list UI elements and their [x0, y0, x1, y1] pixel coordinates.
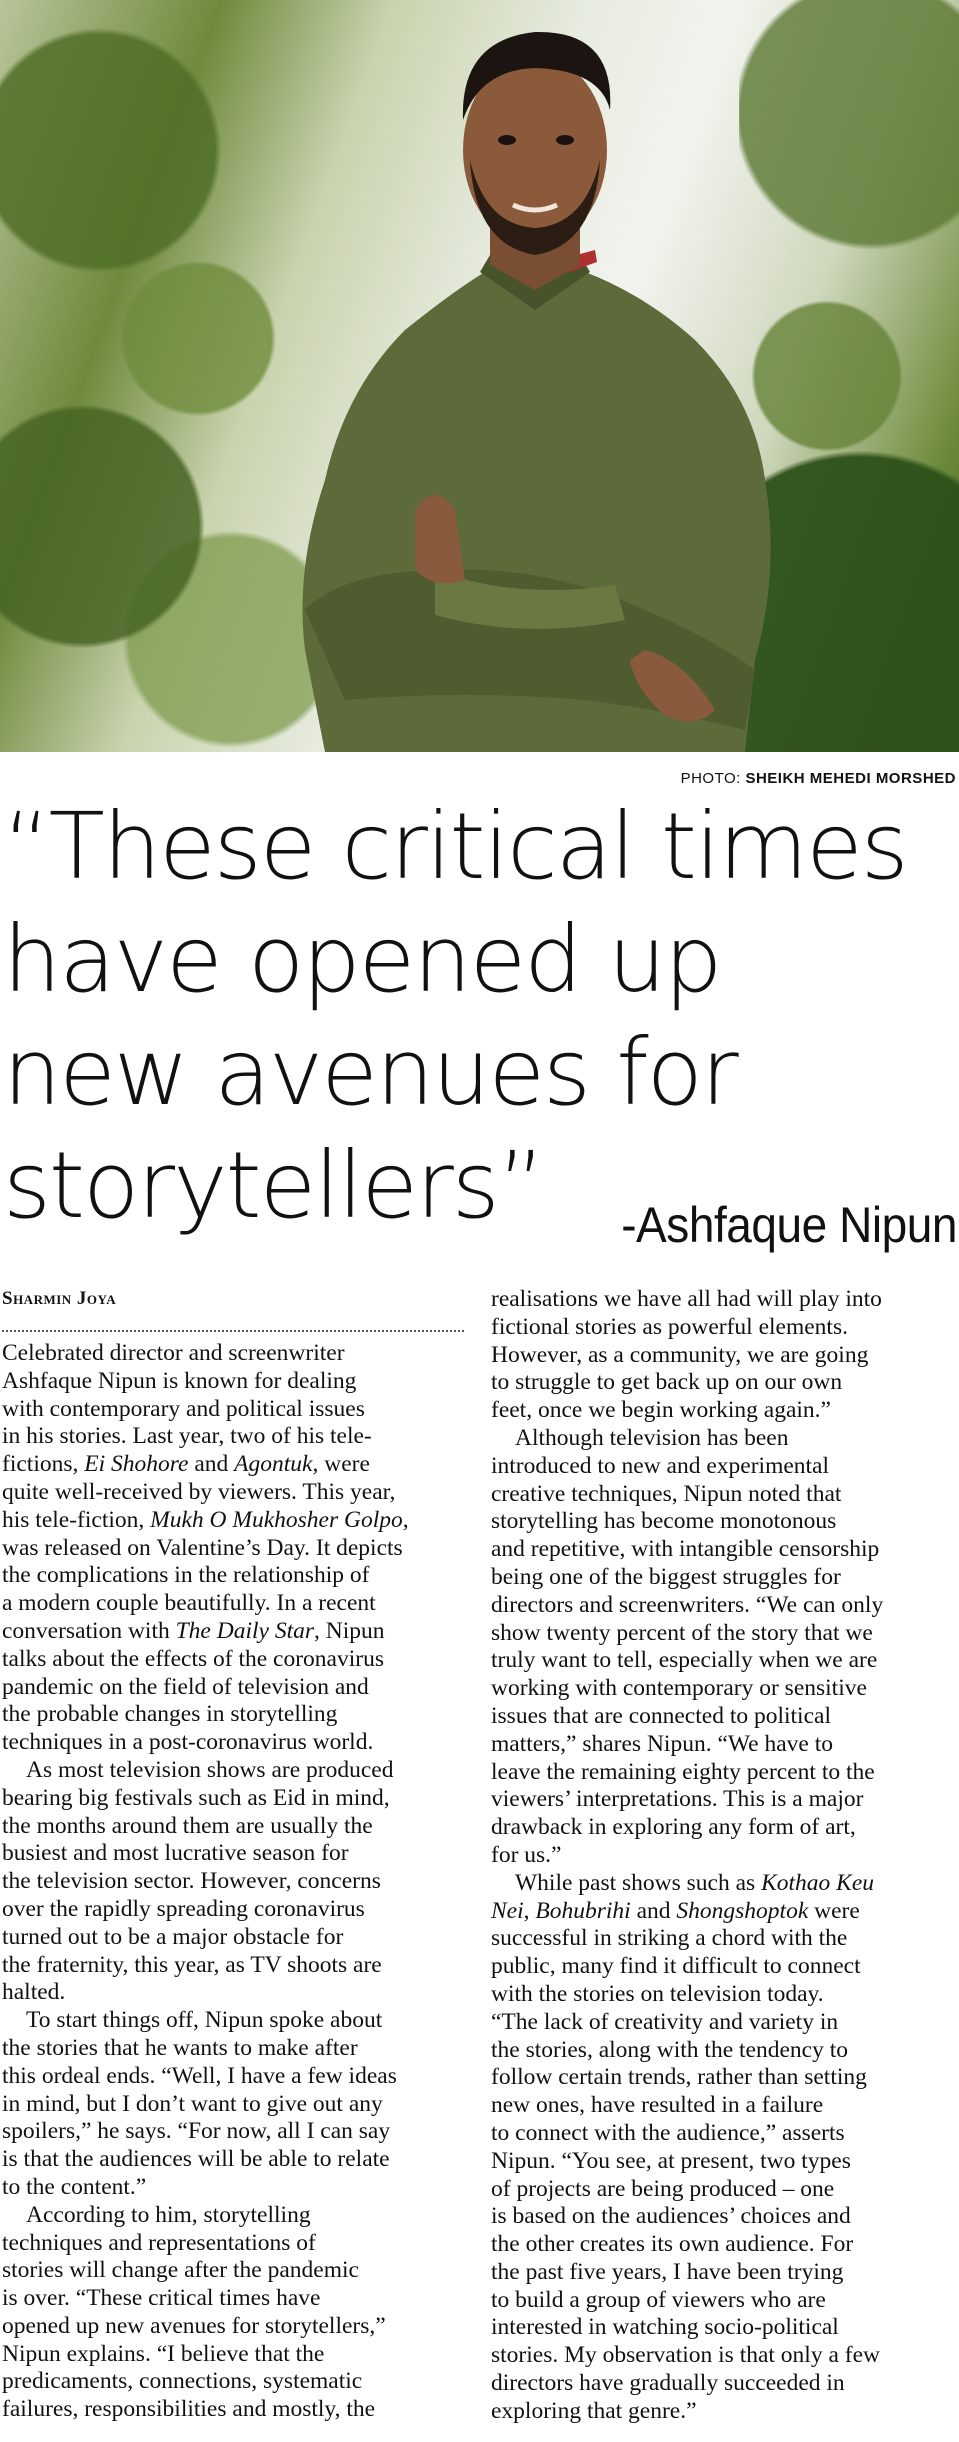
- article-line: to build a group of viewers who are: [491, 2286, 826, 2313]
- article-line: issues that are connected to political: [491, 1702, 831, 1729]
- article-line: is over. “These critical times have: [2, 2285, 321, 2312]
- article-line: a modern couple beautifully. In a recent: [2, 1590, 376, 1617]
- article-line: truly want to tell, especially when we are: [491, 1647, 878, 1674]
- photo-credit: PHOTO: SHEIKH MEHEDI MORSHED: [680, 770, 956, 787]
- article-line: follow certain trends, rather than setting: [491, 2064, 867, 2091]
- article-line: successful in striking a chord with the: [491, 1925, 848, 1952]
- article-line: pandemic on the field of television and: [2, 1673, 369, 1700]
- article-line: While past shows such as Kothao Keu: [515, 1869, 874, 1896]
- headline-line: “These critical times: [3, 793, 907, 900]
- article-line: to the content.”: [2, 2173, 147, 2200]
- article-line: public, many find it difficult to connect: [491, 1953, 861, 1980]
- byline-divider: [2, 1330, 464, 1332]
- article-line: over the rapidly spreading coronavirus: [2, 1895, 365, 1922]
- portrait-figure: [285, 10, 785, 752]
- article-line: is that the audiences will be able to relate: [2, 2146, 390, 2173]
- article-line: Ashfaque Nipun is known for dealing: [2, 1367, 357, 1394]
- article-line: creative techniques, Nipun noted that: [491, 1480, 842, 1507]
- article-line: According to him, storytelling: [26, 2201, 311, 2228]
- article-line: with the stories on television today.: [491, 1980, 824, 2007]
- article-line: Celebrated director and screenwriter: [2, 1340, 345, 1366]
- article-paragraph: [491, 1425, 957, 1870]
- article-line: “The lack of creativity and variety in: [491, 2008, 839, 2035]
- article-line: feet, once we begin working again.”: [491, 1397, 831, 1424]
- article-line: with contemporary and political issues: [2, 1395, 365, 1422]
- article-line: storytelling has become monotonous: [491, 1508, 837, 1535]
- article-line: the probable changes in storytelling: [2, 1701, 338, 1728]
- article-line: the past five years, I have been trying: [491, 2258, 844, 2285]
- article-paragraph: [491, 1870, 957, 2426]
- article-line: drawback in exploring any form of art,: [491, 1814, 856, 1841]
- article-line: leave the remaining eighty percent to the: [491, 1758, 875, 1785]
- article-paragraph: [491, 1286, 957, 1425]
- article-line: was released on Valentine’s Day. It depicts: [2, 1534, 403, 1561]
- foliage-left: [0, 0, 330, 752]
- article-line: Although television has been: [515, 1424, 789, 1451]
- article-line: of projects are being produced – one: [491, 2175, 835, 2202]
- article-line: to connect with the audience,” asserts: [491, 2119, 845, 2146]
- article-line: stories will change after the pandemic: [2, 2257, 359, 2284]
- article-line: spoilers,” he says. “For now, all I can say: [2, 2118, 391, 2145]
- article-line: the other creates its own audience. For: [491, 2231, 854, 2258]
- article-line: the television sector. However, concerns: [2, 1868, 381, 1895]
- article-line: techniques in a post-coronavirus world.: [2, 1729, 374, 1756]
- article-line: matters,” shares Nipun. “We have to: [491, 1730, 834, 1757]
- article-line: directors have gradually succeeded in: [491, 2370, 845, 2397]
- article-line: stories. My observation is that only a few: [491, 2342, 880, 2369]
- article-line: fictional stories as powerful elements.: [491, 1313, 848, 1340]
- article-line: new ones, have resulted in a failure: [491, 2092, 824, 2119]
- article-line: fictions, Ei Shohore and Agontuk, were: [2, 1451, 370, 1478]
- article-paragraph: [2, 2202, 468, 2424]
- article-line: the fraternity, this year, as TV shoots are: [2, 1951, 382, 1978]
- article-line: working with contemporary or sensitive: [491, 1675, 867, 1702]
- headline-line: new avenues for: [3, 1019, 737, 1126]
- article-line: introduced to new and experimental: [491, 1452, 830, 1479]
- article-line: opened up new avenues for storytellers,”: [2, 2312, 386, 2339]
- article-paragraph: [2, 2007, 468, 2202]
- article-paragraph: [2, 1757, 468, 2007]
- article-line: the complications in the relationship of: [2, 1562, 370, 1589]
- article-line: techniques and representations of: [2, 2229, 316, 2256]
- article-line: to struggle to get back up on our own: [491, 1369, 843, 1396]
- headline-quote: [3, 790, 959, 1242]
- article-paragraph: [2, 1340, 468, 1757]
- article-line: turned out to be a major obstacle for: [2, 1923, 344, 1950]
- hero-photo: [0, 0, 959, 752]
- article-line: the stories that he wants to make after: [2, 2034, 358, 2061]
- article-line: However, as a community, we are going: [491, 1341, 869, 1368]
- article-line: show twenty percent of the story that we: [491, 1619, 873, 1646]
- article-line: exploring that genre.”: [491, 2397, 697, 2424]
- article-line: in mind, but I don’t want to give out any: [2, 2090, 383, 2117]
- article-line: realisations we have all had will play into: [491, 1286, 882, 1312]
- article-line: in his stories. Last year, two of his tele-: [2, 1423, 372, 1450]
- article-line: viewers’ interpretations. This is a major: [491, 1786, 864, 1813]
- article-line: busiest and most lucrative season for: [2, 1840, 349, 1867]
- article-line: conversation with The Daily Star, Nipun: [2, 1617, 385, 1644]
- article-line: predicaments, connections, systematic: [2, 2368, 363, 2395]
- article-line: As most television shows are produced: [26, 1756, 394, 1783]
- article-column-1: [2, 1340, 468, 2424]
- headline-attribution: -Ashfaque Nipun: [621, 1197, 957, 1253]
- article-line: To start things off, Nipun spoke about: [26, 2007, 383, 2034]
- article-line: the stories, along with the tendency to: [491, 2036, 848, 2063]
- article-line: directors and screenwriters. “We can only: [491, 1591, 884, 1618]
- article-line: Nei, Bohubrihi and Shongshoptok were: [491, 1897, 860, 1924]
- headline-line: have opened up: [3, 906, 721, 1013]
- article-line: quite well-received by viewers. This year,: [2, 1478, 396, 1505]
- article-line: interested in watching socio-political: [491, 2314, 839, 2341]
- article-line: talks about the effects of the coronavirus: [2, 1645, 384, 1672]
- headline-line: storytellers”: [3, 1132, 544, 1239]
- byline: Sharmin Joya: [2, 1288, 117, 1309]
- article-column-2: [491, 1286, 957, 2426]
- article-line: failures, responsibilities and mostly, the: [2, 2396, 376, 2423]
- article-line: bearing big festivals such as Eid in mind,: [2, 1784, 390, 1811]
- article-line: his tele-fiction, Mukh O Mukhosher Golpo,: [2, 1506, 409, 1533]
- article-line: Nipun. “You see, at present, two types: [491, 2147, 851, 2174]
- article-line: Nipun explains. “I believe that the: [2, 2340, 325, 2367]
- article-line: the months around them are usually the: [2, 1812, 373, 1839]
- article-line: this ordeal ends. “Well, I have a few ideas: [2, 2062, 397, 2089]
- article-line: being one of the biggest struggles for: [491, 1563, 841, 1590]
- article-line: and repetitive, with intangible censorship: [491, 1536, 880, 1563]
- article-line: halted.: [2, 1979, 66, 2006]
- article-line: is based on the audiences’ choices and: [491, 2203, 851, 2230]
- article-line: for us.”: [491, 1841, 562, 1868]
